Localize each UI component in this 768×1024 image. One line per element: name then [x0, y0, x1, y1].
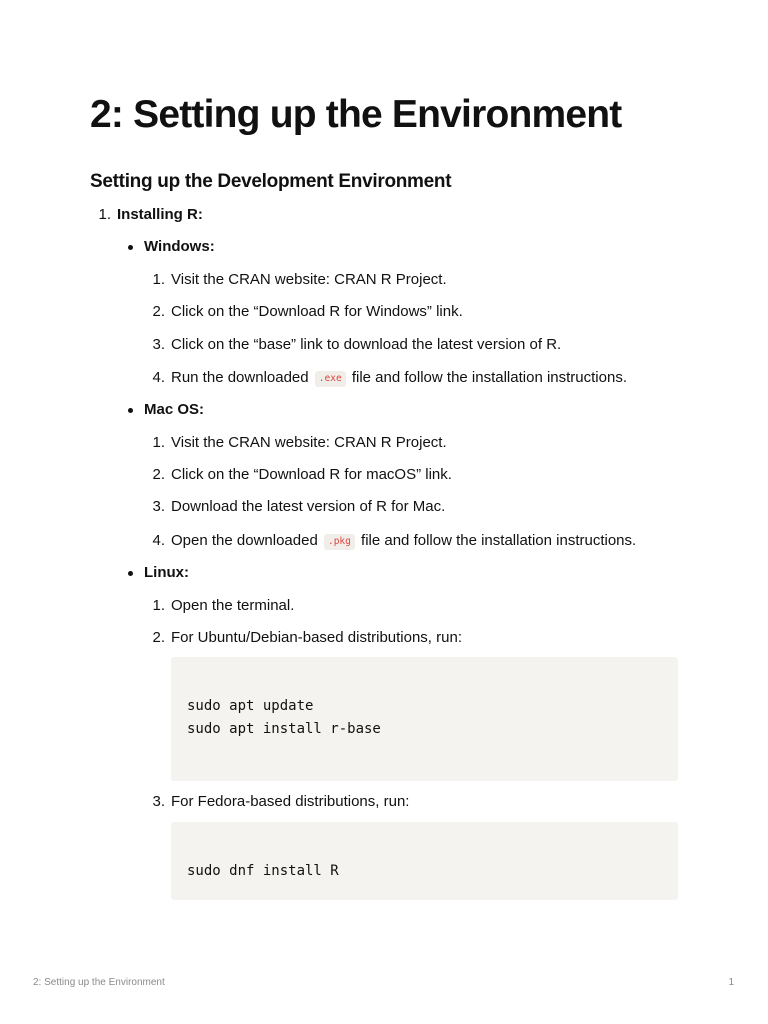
step-number: 1. [98, 206, 111, 223]
windows-item-number: 2. [152, 303, 165, 320]
platform-label-mac-os: Mac OS: [144, 401, 205, 418]
code-block-fedora [171, 822, 678, 900]
windows-item-text [171, 368, 627, 388]
windows-item-number: 3. [152, 336, 165, 353]
linux-item-number: 2. [152, 629, 165, 646]
page-number: 1 [728, 977, 734, 988]
footer-title: 2: Setting up the Environment [33, 977, 165, 988]
mac-item-text [171, 531, 636, 551]
mac-item-number: 2. [152, 466, 165, 483]
platform-label-windows: Windows: [144, 238, 215, 255]
page-title: 2: Setting up the Environment [90, 93, 622, 136]
windows-item-number: 1. [152, 271, 165, 288]
code-block-ubuntu [171, 657, 678, 781]
windows-item-text: Visit the CRAN website: CRAN R Project. [171, 271, 447, 288]
mac-item-number: 1. [152, 434, 165, 451]
bullet-mac-os [128, 408, 133, 413]
windows-item-text: Click on the “base” link to download the latest version of R. [171, 336, 562, 353]
platform-label-linux: Linux: [144, 564, 189, 581]
linux-item-text: Open the terminal. [171, 597, 295, 614]
linux-item-text: For Ubuntu/Debian-based distributions, run: [171, 629, 462, 646]
section-heading: Setting up the Development Environment [90, 171, 452, 192]
text-before-code: Run the downloaded [171, 369, 309, 386]
mac-item-text: Click on the “Download R for macOS” link. [171, 466, 452, 483]
code-line: sudo apt install r-base [187, 721, 381, 737]
linux-item-number: 3. [152, 793, 165, 810]
text-after-code: file and follow the installation instructions. [361, 532, 637, 549]
windows-item-text: Click on the “Download R for Windows” link. [171, 303, 463, 320]
mac-item-text: Download the latest version of R for Mac. [171, 498, 446, 515]
windows-item-number: 4. [152, 369, 165, 386]
bullet-windows [128, 245, 133, 250]
mac-item-number: 4. [152, 532, 165, 549]
code-line: sudo dnf install R [187, 863, 339, 879]
mac-item-number: 3. [152, 498, 165, 515]
step-label-installing-r: Installing R: [117, 206, 203, 223]
inline-code-pkg: .pkg [324, 534, 355, 550]
bullet-linux [128, 571, 133, 576]
linux-item-text: For Fedora-based distributions, run: [171, 793, 410, 810]
text-after-code: file and follow the installation instructions. [351, 369, 627, 386]
text-before-code: Open the downloaded [171, 532, 318, 549]
mac-item-text: Visit the CRAN website: CRAN R Project. [171, 434, 447, 451]
code-line: sudo apt update [187, 698, 314, 714]
linux-item-number: 1. [152, 597, 165, 614]
inline-code-exe: .exe [315, 371, 346, 387]
